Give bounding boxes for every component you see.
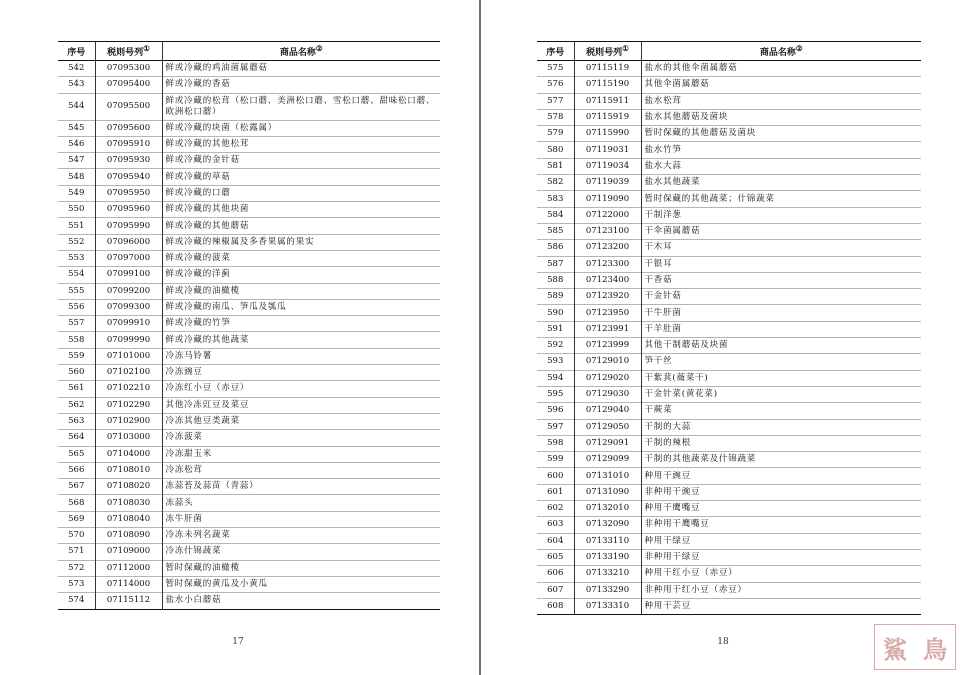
cell-code: 07095500 [95,93,162,120]
cell-seq: 543 [58,77,95,93]
cell-code: 07095600 [95,120,162,136]
cell-seq: 594 [537,370,574,386]
cell-seq: 576 [537,77,574,93]
cell-seq: 563 [58,413,95,429]
cell-seq: 593 [537,354,574,370]
cell-name: 干金针菇 [641,289,921,305]
cell-seq: 564 [58,430,95,446]
cell-name: 非种用干红小豆（赤豆） [641,582,921,598]
table-row [58,593,440,609]
cell-code: 07095990 [95,218,162,234]
cell-code: 07123100 [574,223,641,239]
cell-seq: 577 [537,93,574,109]
cell-code: 07108020 [95,479,162,495]
cell-seq: 595 [537,386,574,402]
cell-code: 07119034 [574,158,641,174]
cell-seq: 549 [58,185,95,201]
cell-seq: 557 [58,316,95,332]
cell-seq: 597 [537,419,574,435]
cell-code: 07095930 [95,153,162,169]
cell-name: 鲜或冷藏的其他蔬菜 [162,332,440,348]
cell-code: 07095300 [95,61,162,77]
table-row [537,582,921,598]
cell-name: 鲜或冷藏的油橄榄 [162,283,440,299]
cell-code: 07133290 [574,582,641,598]
cell-seq: 556 [58,299,95,315]
cell-seq: 601 [537,484,574,500]
cell-code: 07103000 [95,430,162,446]
seal-glyph: 鯊 [883,634,907,664]
cell-seq: 586 [537,240,574,256]
cell-seq: 551 [58,218,95,234]
cell-code: 07123950 [574,305,641,321]
cell-code: 07109000 [95,544,162,560]
cell-code: 07108030 [95,495,162,511]
cell-code: 07108090 [95,528,162,544]
cell-name: 干制的大蒜 [641,419,921,435]
cell-seq: 596 [537,403,574,419]
cell-seq: 581 [537,158,574,174]
cell-seq: 606 [537,566,574,582]
table-row [537,289,921,305]
cell-name: 鲜或冷藏的香菇 [162,77,440,93]
cell-seq: 546 [58,136,95,152]
cell-seq: 552 [58,234,95,250]
table-row [537,419,921,435]
table-row [537,338,921,354]
table-row [58,446,440,462]
cell-name: 干紫萁(薇菜干) [641,370,921,386]
table-row [58,381,440,397]
page-left [0,0,479,675]
cell-code: 07123200 [574,240,641,256]
cell-name: 非种用干豌豆 [641,484,921,500]
cell-name: 种用干芸豆 [641,598,921,614]
table-row [58,283,440,299]
cell-name: 干制的其他蔬菜及什锦蔬菜 [641,452,921,468]
cell-code: 07101000 [95,348,162,364]
table-row [58,479,440,495]
cell-name: 冷冻豌豆 [162,365,440,381]
cell-name: 其他干制蘑菇及块菌 [641,338,921,354]
table-row [537,77,921,93]
cell-name: 冷冻红小豆（赤豆） [162,381,440,397]
cell-name: 鲜或冷藏的竹笋 [162,316,440,332]
cell-name: 鲜或冷藏的菠菜 [162,250,440,266]
cell-seq: 607 [537,582,574,598]
cell-seq: 578 [537,109,574,125]
cell-code: 07129099 [574,452,641,468]
table-row [537,272,921,288]
table-row [537,501,921,517]
cell-code: 07132010 [574,501,641,517]
table-row [537,109,921,125]
cell-code: 07131010 [574,468,641,484]
cell-name: 盐水的其他伞菌属蘑菇 [641,61,921,77]
cell-code: 07119031 [574,142,641,158]
cell-seq: 553 [58,250,95,266]
cell-seq: 544 [58,93,95,120]
table-row [58,511,440,527]
table-row [537,517,921,533]
seal-glyph: 鳥 [923,634,947,664]
table-row [58,528,440,544]
cell-code: 07095910 [95,136,162,152]
table-row [58,560,440,576]
cell-code: 07123991 [574,321,641,337]
cell-name: 种用干绿豆 [641,533,921,549]
table-row [537,223,921,239]
cell-code: 07119039 [574,175,641,191]
table-header-row [58,42,440,61]
cell-seq: 548 [58,169,95,185]
table-body-right [537,61,921,615]
cell-name: 干制的辣根 [641,435,921,451]
cell-code: 07102290 [95,397,162,413]
cell-code: 07104000 [95,446,162,462]
cell-name: 冷冻甜玉米 [162,446,440,462]
cell-name: 鲜或冷藏的其他块菌 [162,202,440,218]
cell-name: 鲜或冷藏的金针菇 [162,153,440,169]
cell-seq: 566 [58,462,95,478]
table-row [537,386,921,402]
cell-name: 鲜或冷藏的鸡油菌属蘑菇 [162,61,440,77]
table-row [537,435,921,451]
cell-code: 07123999 [574,338,641,354]
cell-seq: 599 [537,452,574,468]
cell-seq: 603 [537,517,574,533]
cell-code: 07115990 [574,126,641,142]
cell-code: 07108040 [95,511,162,527]
cell-code: 07097000 [95,250,162,266]
cell-seq: 562 [58,397,95,413]
header-seq: 序号 [58,42,95,61]
table-row [537,191,921,207]
cell-code: 07115190 [574,77,641,93]
table-row [537,452,921,468]
table-row [537,158,921,174]
cell-code: 07119090 [574,191,641,207]
cell-code: 07115112 [95,593,162,609]
cell-name: 冻牛肝菌 [162,511,440,527]
cell-code: 07129010 [574,354,641,370]
cell-name: 暂时保藏的黄瓜及小黄瓜 [162,576,440,592]
cell-seq: 561 [58,381,95,397]
table-row [537,468,921,484]
table-row [537,207,921,223]
page-right [481,0,960,675]
table-row [58,544,440,560]
cell-code: 07102210 [95,381,162,397]
watermark-seal [874,624,956,670]
table-row [58,348,440,364]
cell-seq: 583 [537,191,574,207]
cell-seq: 579 [537,126,574,142]
tariff-table-right [537,41,921,615]
page-number-left: 17 [232,637,244,647]
page-number-right: 18 [717,637,729,647]
cell-seq: 598 [537,435,574,451]
cell-code: 07132090 [574,517,641,533]
table-row [58,120,440,136]
cell-name: 干制洋葱 [641,207,921,223]
cell-seq: 550 [58,202,95,218]
cell-code: 07099910 [95,316,162,332]
cell-name: 干木耳 [641,240,921,256]
table-row [537,175,921,191]
table-row [58,576,440,592]
cell-name: 暂时保藏的其他蔬菜；什锦蔬菜 [641,191,921,207]
cell-name: 盐水小白蘑菇 [162,593,440,609]
cell-code: 07133190 [574,549,641,565]
cell-name: 非种用干绿豆 [641,549,921,565]
header-name: 商品名称② [162,42,440,61]
table-row [58,185,440,201]
cell-name: 鲜或冷藏的南瓜、笋瓜及瓠瓜 [162,299,440,315]
table-row [58,234,440,250]
cell-code: 07095400 [95,77,162,93]
cell-name: 暂时保藏的油橄榄 [162,560,440,576]
table-row [58,332,440,348]
cell-name: 干伞菌属蘑菇 [641,223,921,239]
cell-name: 冷冻马铃薯 [162,348,440,364]
table-row [537,240,921,256]
cell-code: 07129040 [574,403,641,419]
cell-code: 07114000 [95,576,162,592]
cell-code: 07123300 [574,256,641,272]
table-row [58,495,440,511]
cell-name: 鲜或冷藏的其他蘑菇 [162,218,440,234]
cell-name: 种用干豌豆 [641,468,921,484]
table-row [537,142,921,158]
header-name: 商品名称② [641,42,921,61]
table-row [58,267,440,283]
cell-seq: 602 [537,501,574,517]
table-row [537,126,921,142]
table-row [537,484,921,500]
cell-name: 干银耳 [641,256,921,272]
table-row [58,93,440,120]
cell-name: 冷冻其他豆类蔬菜 [162,413,440,429]
cell-name: 盐水松茸 [641,93,921,109]
cell-name: 干香菇 [641,272,921,288]
header-code: 税则号列① [574,42,641,61]
cell-code: 07102900 [95,413,162,429]
cell-name: 种用干鹰嘴豆 [641,501,921,517]
cell-name: 暂时保藏的其他蘑菇及菌块 [641,126,921,142]
cell-seq: 600 [537,468,574,484]
table-row [58,218,440,234]
cell-seq: 592 [537,338,574,354]
cell-name: 盐水其他蔬菜 [641,175,921,191]
cell-seq: 572 [58,560,95,576]
cell-code: 07131090 [574,484,641,500]
cell-name: 盐水竹笋 [641,142,921,158]
cell-code: 07133110 [574,533,641,549]
cell-seq: 608 [537,598,574,614]
cell-code: 07129091 [574,435,641,451]
cell-name: 冷冻未列名蔬菜 [162,528,440,544]
cell-seq: 585 [537,223,574,239]
cell-name: 非种用干鹰嘴豆 [641,517,921,533]
table-row [537,93,921,109]
cell-seq: 542 [58,61,95,77]
cell-code: 07133210 [574,566,641,582]
table-body-left [58,61,440,610]
cell-name: 鲜或冷藏的洋蓟 [162,267,440,283]
cell-seq: 590 [537,305,574,321]
cell-code: 07123920 [574,289,641,305]
cell-name: 干羊肚菌 [641,321,921,337]
cell-seq: 605 [537,549,574,565]
cell-code: 07099100 [95,267,162,283]
cell-seq: 580 [537,142,574,158]
cell-seq: 555 [58,283,95,299]
table-row [537,256,921,272]
table-row [537,598,921,614]
cell-seq: 591 [537,321,574,337]
cell-seq: 547 [58,153,95,169]
cell-seq: 574 [58,593,95,609]
cell-seq: 554 [58,267,95,283]
cell-name: 干蕨菜 [641,403,921,419]
table-row [58,462,440,478]
cell-code: 07129020 [574,370,641,386]
cell-code: 07129030 [574,386,641,402]
header-seq: 序号 [537,42,574,61]
cell-name: 冷冻什锦蔬菜 [162,544,440,560]
cell-code: 07129050 [574,419,641,435]
cell-seq: 604 [537,533,574,549]
table-row [537,403,921,419]
table-row [537,370,921,386]
cell-name: 种用干红小豆（赤豆） [641,566,921,582]
cell-name: 冻蒜苔及蒜苗（青蒜） [162,479,440,495]
header-code: 税则号列① [95,42,162,61]
table-row [58,77,440,93]
cell-code: 07099990 [95,332,162,348]
table-row [58,153,440,169]
cell-code: 07095960 [95,202,162,218]
cell-seq: 558 [58,332,95,348]
table-row [58,250,440,266]
table-row [58,299,440,315]
table-row [537,61,921,77]
table-row [537,354,921,370]
cell-name: 盐水其他蘑菇及菌块 [641,109,921,125]
cell-name: 冷冻松茸 [162,462,440,478]
table-row [537,549,921,565]
table-row [537,533,921,549]
cell-code: 07099200 [95,283,162,299]
cell-seq: 584 [537,207,574,223]
table-row [58,413,440,429]
cell-name: 鲜或冷藏的口蘑 [162,185,440,201]
cell-seq: 545 [58,120,95,136]
cell-seq: 582 [537,175,574,191]
cell-seq: 588 [537,272,574,288]
cell-code: 07108010 [95,462,162,478]
cell-code: 07095950 [95,185,162,201]
cell-seq: 560 [58,365,95,381]
cell-code: 07102100 [95,365,162,381]
cell-code: 07115919 [574,109,641,125]
cell-seq: 568 [58,495,95,511]
table-row [58,316,440,332]
cell-code: 07096000 [95,234,162,250]
cell-seq: 565 [58,446,95,462]
tariff-table-left [58,41,440,610]
cell-code: 07112000 [95,560,162,576]
table-row [537,566,921,582]
cell-name: 鲜或冷藏的辣椒属及多香果属的果实 [162,234,440,250]
table-header-row [537,42,921,61]
table-row [537,321,921,337]
cell-seq: 575 [537,61,574,77]
cell-name: 鲜或冷藏的松茸（松口蘑、美洲松口蘑、雪松口蘑、甜味松口蘑、欧洲松口蘑） [162,93,440,120]
cell-code: 07095940 [95,169,162,185]
cell-code: 07099300 [95,299,162,315]
cell-name: 其他冷冻豇豆及菜豆 [162,397,440,413]
table-row [58,61,440,77]
cell-seq: 567 [58,479,95,495]
cell-seq: 569 [58,511,95,527]
cell-code: 07115911 [574,93,641,109]
cell-name: 鲜或冷藏的其他松茸 [162,136,440,152]
cell-seq: 570 [58,528,95,544]
cell-seq: 559 [58,348,95,364]
table-row [58,430,440,446]
cell-name: 干牛肝菌 [641,305,921,321]
cell-code: 07123400 [574,272,641,288]
cell-name: 其他伞菌属蘑菇 [641,77,921,93]
table-row [58,169,440,185]
table-row [58,136,440,152]
cell-seq: 587 [537,256,574,272]
cell-name: 干金针菜(黄花菜) [641,386,921,402]
table-row [58,202,440,218]
cell-name: 冷冻菠菜 [162,430,440,446]
cell-name: 鲜或冷藏的草菇 [162,169,440,185]
cell-seq: 589 [537,289,574,305]
table-row [58,365,440,381]
cell-code: 07122000 [574,207,641,223]
cell-name: 笋干丝 [641,354,921,370]
table-row [537,305,921,321]
cell-code: 07133310 [574,598,641,614]
cell-seq: 573 [58,576,95,592]
cell-code: 07115119 [574,61,641,77]
cell-name: 鲜或冷藏的块菌（松露属） [162,120,440,136]
cell-name: 盐水大蒜 [641,158,921,174]
cell-seq: 571 [58,544,95,560]
table-row [58,397,440,413]
cell-name: 冻蒜头 [162,495,440,511]
